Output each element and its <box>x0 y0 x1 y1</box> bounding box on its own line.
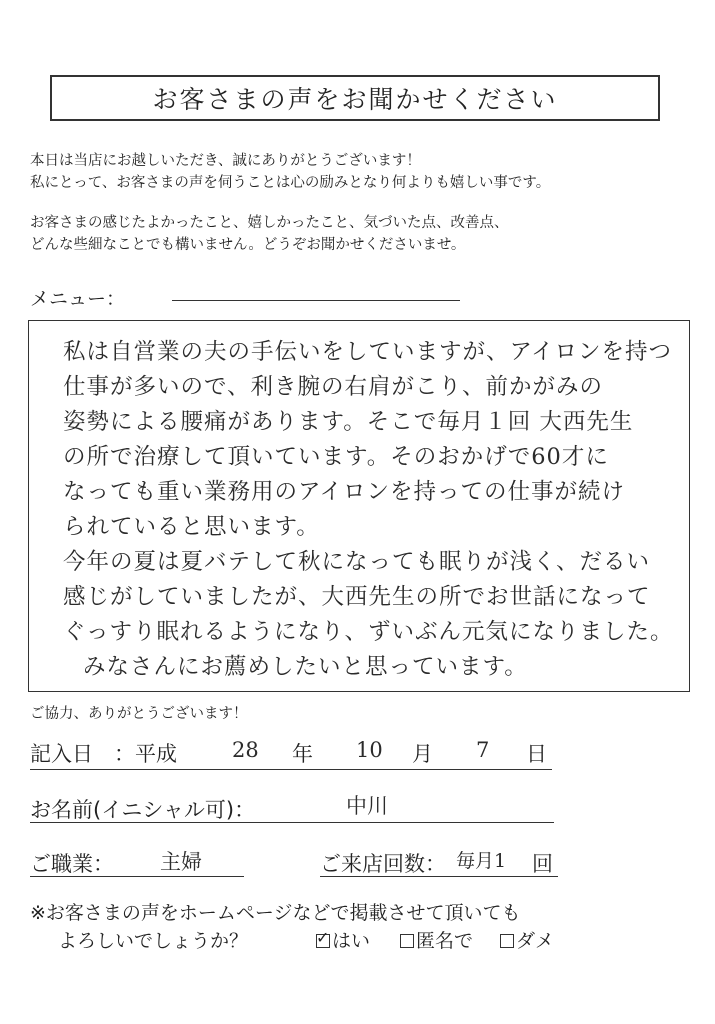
consent-option-no[interactable] <box>500 926 554 953</box>
checkbox-icon[interactable] <box>400 934 414 948</box>
visits-underline <box>320 876 558 877</box>
comment-line: なっても重い業務用のアイロンを持っての仕事が続け <box>63 479 625 505</box>
comment-line: 姿勢による腰痛があります。そこで毎月１回 大西先生 <box>63 409 634 435</box>
name-value[interactable]: 中川 <box>346 794 388 818</box>
form-title-text: お客さまの声をお聞かせください <box>152 85 558 114</box>
consent-question: ※お客さまの声をホームページなどで掲載させて頂いても <box>30 902 521 924</box>
comment-line: られていると思います。 <box>63 514 320 540</box>
comment-line: の所で治療して頂いています。そのおかげで60才に <box>63 444 609 470</box>
visits-unit: 回 <box>532 852 553 876</box>
consent-option-label: ダメ <box>516 930 555 952</box>
consent-option-label: 匿名で <box>416 930 474 952</box>
date-year-value[interactable]: 28 <box>232 738 259 762</box>
date-month-value[interactable]: 10 <box>356 738 383 762</box>
intro-line: 本日は当店にお越しいただき、誠にありがとうございます！ <box>30 153 421 169</box>
consent-option-yes[interactable] <box>316 926 370 953</box>
comment-line: 今年の夏は夏バテして秋になっても眠りが浅く、だるい <box>63 549 651 575</box>
comment-line: 仕事が多いので、利き腕の右肩がこり、前かがみの <box>63 374 604 400</box>
comment-line: みなさんにお薦めしたいと思っています。 <box>83 654 528 680</box>
occupation-value[interactable]: 主婦 <box>160 850 202 874</box>
intro-line: どんな些細なことでも構いません。どうぞお聞かせくださいませ。 <box>30 237 466 253</box>
checkbox-icon[interactable] <box>500 934 514 948</box>
menu-label: メニュー： <box>30 288 126 310</box>
date-month-unit: 月 <box>412 742 433 766</box>
consent-option-label: はい <box>332 930 371 952</box>
form-title <box>50 75 660 121</box>
intro-line: お客さまの感じたよかったこと、嬉しかったこと、気づいた点、改善点、 <box>30 215 509 231</box>
thanks-text: ご協力、ありがとうございます！ <box>30 706 248 722</box>
visits-value[interactable]: 毎月1 <box>456 850 507 872</box>
date-day-unit: 日 <box>526 742 547 766</box>
menu-field[interactable] <box>172 300 460 301</box>
date-day-value[interactable]: 7 <box>476 738 490 762</box>
name-underline <box>30 822 554 823</box>
occupation-label: ご職業： <box>30 852 114 876</box>
consent-question-cont: よろしいでしょうか？ <box>58 930 249 952</box>
date-label: 記入日 ：平成 <box>30 742 177 766</box>
date-year-unit: 年 <box>292 742 313 766</box>
consent-option-anonymous[interactable] <box>400 926 473 953</box>
date-underline <box>30 769 552 770</box>
visits-label: ご来店回数： <box>320 852 446 876</box>
intro-line: 私にとって、お客さまの声を伺うことは心の励みとなり何よりも嬉しい事です。 <box>30 175 551 191</box>
comment-box[interactable] <box>28 320 690 692</box>
checkbox-checked-icon[interactable] <box>316 934 330 948</box>
comment-line: 私は自営業の夫の手伝いをしていますが、アイロンを持つ <box>63 339 672 365</box>
occupation-underline <box>30 876 244 877</box>
name-label: お名前(イニシャル可)： <box>30 798 256 822</box>
comment-line: 感じがしていましたが、大西先生の所でお世話になって <box>63 584 651 610</box>
comment-line: ぐっすり眠れるようになり、ずいぶん元気になりました。 <box>63 619 674 645</box>
